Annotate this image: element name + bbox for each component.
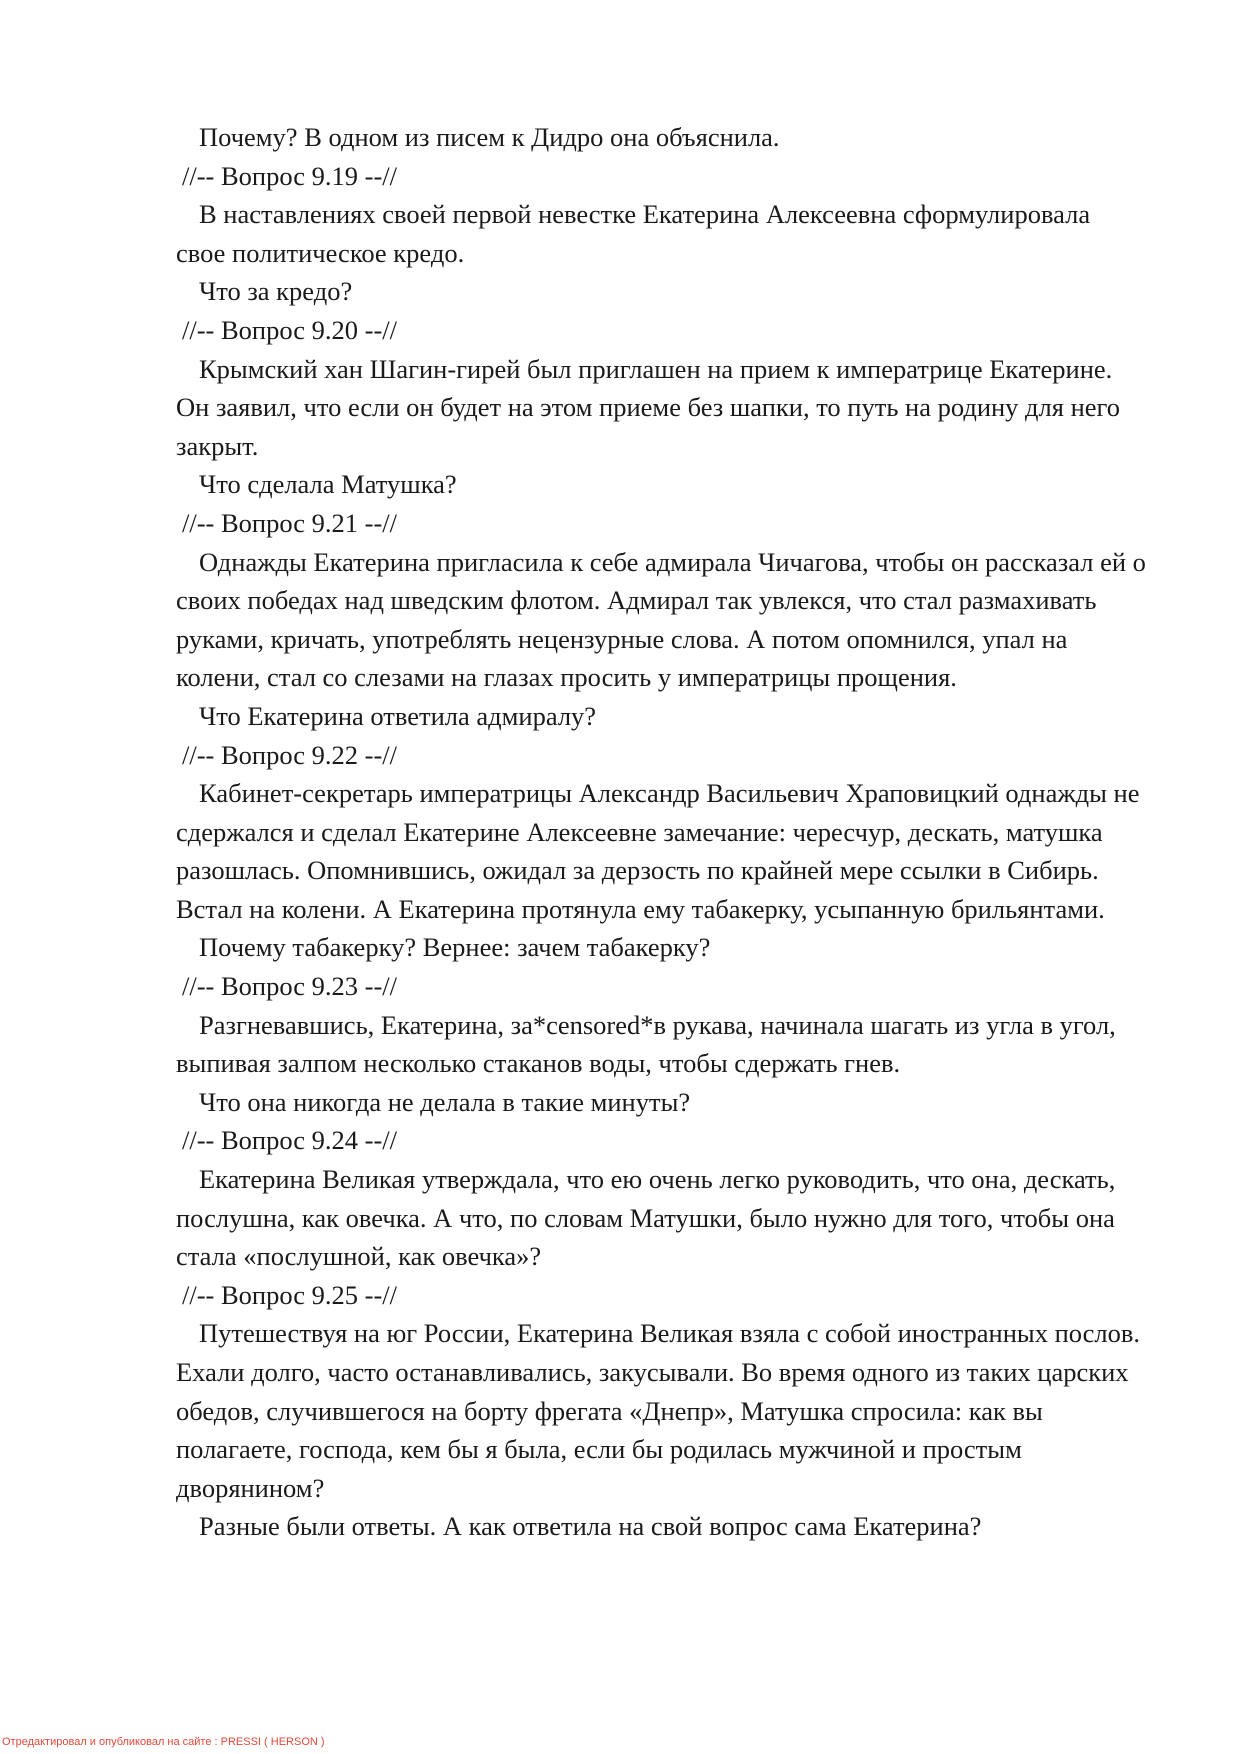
document-body [176,118,1146,1546]
paragraph: Что она никогда не делала в такие минуты? [199,1086,691,1117]
footer-credit: Отредактировал и опубликовал на сайте : PRESSI ( HERSON ) [2,1736,325,1748]
paragraph: Разгневавшись, Екатерина, за*censored*в рукава, начинала шагать из угла в угол, выпивая залпом несколько стаканов воды, чтобы сдержать гнев. [176,1009,1116,1079]
paragraph: Почему табакерку? Вернее: зачем табакерку? [199,932,711,963]
question-heading: //-- Вопрос 9.24 --// [182,1125,398,1156]
question-heading: //-- Вопрос 9.22 --// [182,739,398,770]
question-heading: //-- Вопрос 9.20 --// [182,314,398,345]
paragraph: Путешествуя на юг России, Екатерина Великая взяла с собой иностранных послов. Ехали долго, часто останавливались, закусывали. Во время одного из таких царских обедов, случившегося на борту фрегата «Днепр», Матушка спросила: как вы полагаете, господа, кем бы я была, если бы родилась мужчиной и простым дворянином? [176,1318,1141,1503]
question-heading: //-- Вопрос 9.21 --// [182,507,398,538]
question-heading: //-- Вопрос 9.25 --// [182,1279,398,1310]
paragraph: Разные были ответы. А как ответила на свой вопрос сама Екатерина? [199,1511,982,1542]
paragraph: Однажды Екатерина пригласила к себе адмирала Чичагова, чтобы он рассказал ей о своих победах над шведским флотом. Адмирал так увлекся, что стал размахивать руками, кричать, употреблять нецензурные слова. А потом опомнился, упал на колени, стал со слезами на глазах просить у императрицы прощения. [176,546,1146,693]
paragraph: Почему? В одном из писем к Дидро она объяснила. [199,122,780,152]
question-heading: //-- Вопрос 9.19 --// [182,160,398,191]
paragraph: Кабинет-секретарь императрицы Александр Васильевич Храповицкий однажды не сдержался и сделал Екатерине Алексеевне замечание: чересчур, дескать, матушка разошлась. Опомнившись, ожидал за дерзость по крайней мере ссылки в Сибирь. Встал на колени. А Екатерина протянула ему табакерку, усыпанную брильянтами. [176,778,1140,924]
paragraph: Крымский хан Шагин-гирей был приглашен на прием к императрице Екатерине. Он заявил, что если он будет на этом приеме без шапки, то путь на родину для него закрыт. [176,353,1120,461]
paragraph: Что сделала Матушка? [199,469,457,500]
paragraph: В наставлениях своей первой невестке Екатерина Алексеевна сформулировала свое политическое кредо. [176,199,1091,268]
question-heading: //-- Вопрос 9.23 --// [182,971,398,1002]
paragraph: Екатерина Великая утверждала, что ею очень легко руководить, что она, дескать, послушна, как овечка. А что, по словам Матушки, было нужно для того, чтобы она стала «послушной, как овечка»? [176,1164,1116,1272]
paragraph: Что за кредо? [199,276,353,307]
paragraph: Что Екатерина ответила адмиралу? [199,700,597,731]
